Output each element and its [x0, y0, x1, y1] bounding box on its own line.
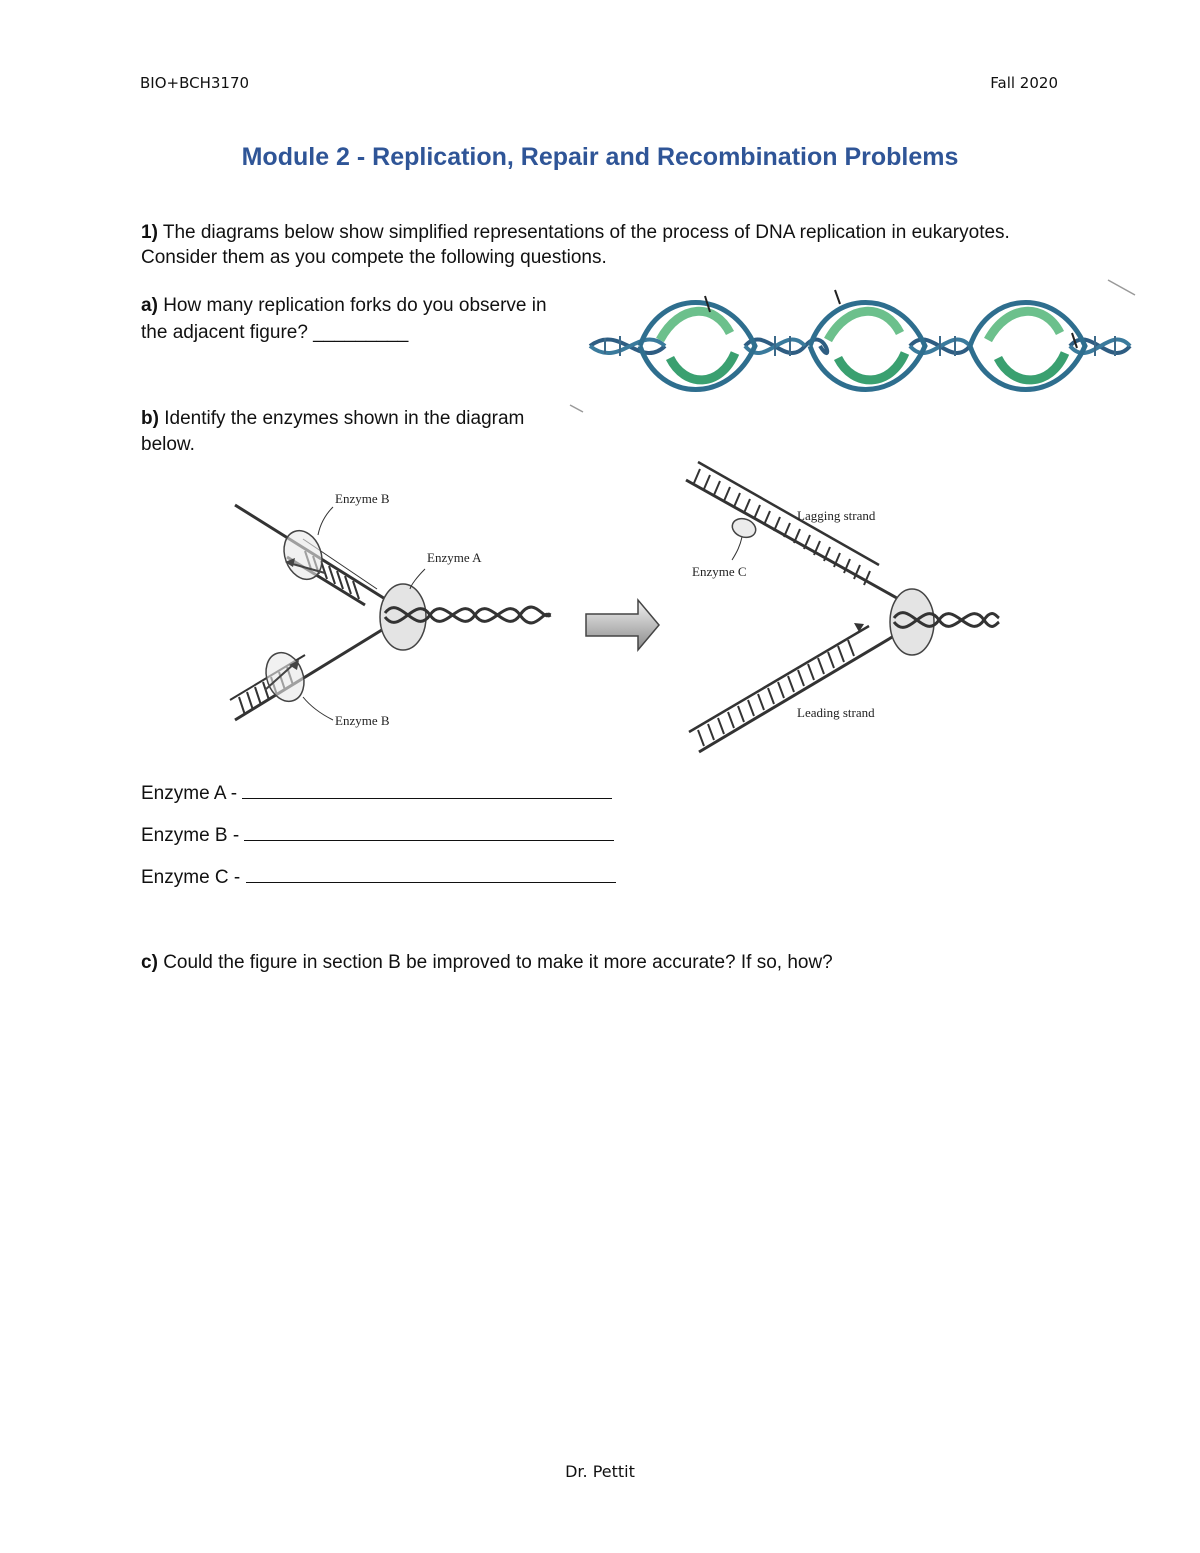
answer-enzyme-a — [141, 783, 612, 805]
question-text: Identify the enzymes shown in the diagram below. — [141, 408, 525, 455]
replication-fork-diagram-left — [225, 485, 555, 745]
answer-label: Enzyme A - — [141, 783, 238, 804]
page-title: Module 2 - Replication, Repair and Recombination Problems — [241, 143, 959, 171]
question-letter: b) — [141, 408, 159, 429]
question-a — [141, 292, 571, 346]
enzyme-b-top-label: Enzyme B — [335, 491, 390, 506]
answer-blank[interactable] — [244, 839, 614, 841]
question-number: 1) — [141, 222, 158, 243]
answer-blank[interactable] — [246, 881, 616, 883]
enzyme-a-label: Enzyme A — [427, 550, 482, 565]
question-text: Could the figure in section B be improved to make it more accurate? If so, how? — [163, 952, 833, 973]
question-letter: c) — [141, 952, 158, 973]
answer-enzyme-c — [141, 867, 616, 889]
replication-fork-diagram-right — [684, 470, 1004, 760]
answer-blank[interactable] — [242, 797, 612, 799]
footer-author: Dr. Pettit — [565, 1462, 635, 1481]
enzyme-c-label: Enzyme C — [692, 564, 747, 579]
answer-enzyme-b — [141, 825, 614, 847]
leading-strand-label: Leading strand — [797, 705, 875, 720]
arrow-right-icon — [583, 595, 663, 655]
question-text: How many replication forks do you observe in the adjacent figure? _________ — [141, 295, 547, 343]
question-text: The diagrams below show simplified representations of the process of DNA replication in eukaryotes. Consider them as you compete the following questions. — [141, 222, 1010, 268]
replication-bubbles-figure — [580, 278, 1140, 418]
term: Fall 2020 — [990, 74, 1058, 92]
question-letter: a) — [141, 295, 158, 316]
enzyme-b-bottom-label: Enzyme B — [335, 713, 390, 728]
question-1 — [141, 220, 1041, 270]
question-b — [141, 406, 571, 458]
answer-label: Enzyme B - — [141, 825, 240, 846]
lagging-strand-label: Lagging strand — [797, 508, 876, 523]
answer-label: Enzyme C - — [141, 867, 241, 888]
question-c — [141, 952, 1041, 974]
course-code: BIO+BCH3170 — [140, 74, 250, 92]
